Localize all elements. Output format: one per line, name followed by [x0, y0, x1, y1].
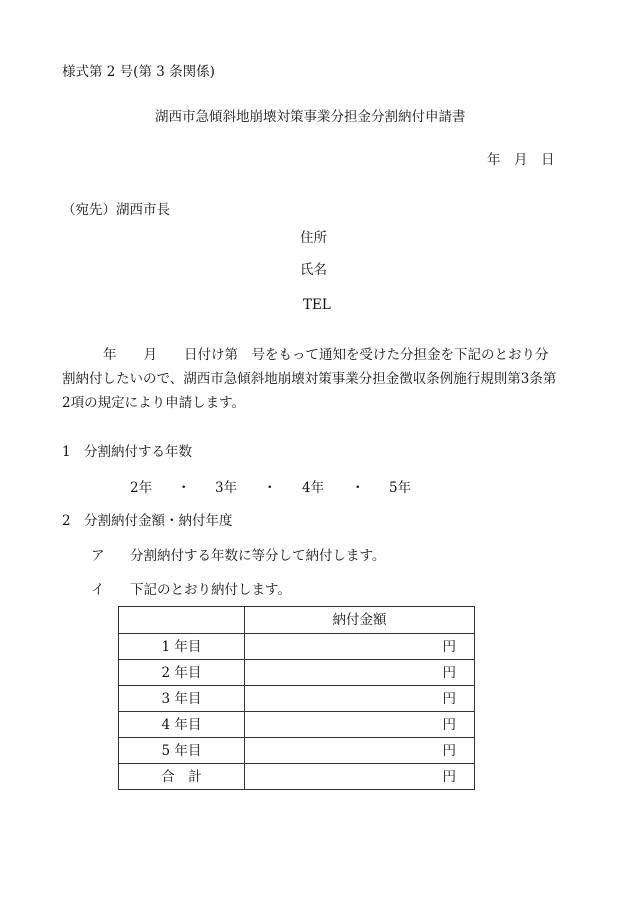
table-header-cell: 納付金額 — [245, 607, 475, 634]
option-3-years: 3年 — [215, 480, 238, 496]
row-label: 5 年目 — [119, 738, 245, 764]
total-amount-cell: 円 — [245, 764, 475, 790]
section-heading: 分割納付金額・納付年度 — [84, 513, 233, 529]
amount-cell: 円 — [245, 634, 475, 660]
section-heading: 分割納付する年数 — [84, 444, 192, 460]
item-text: 分割納付する年数に等分して納付します。 — [130, 548, 386, 564]
amount-cell: 円 — [245, 712, 475, 738]
option-4-years: 4年 — [302, 480, 325, 496]
option-separator: ・ — [177, 480, 191, 496]
document-title: 湖西市急傾斜地崩壊対策事業分担金分割納付申請書 — [155, 109, 466, 125]
table-row — [119, 660, 475, 686]
option-separator: ・ — [263, 480, 277, 496]
name-label: 氏名 — [300, 262, 327, 278]
option-separator: ・ — [351, 480, 365, 496]
option-2-years: 2年 — [130, 480, 153, 496]
item-marker: イ — [91, 582, 105, 598]
table-row — [119, 738, 475, 764]
table-row — [119, 634, 475, 660]
row-label: 2 年目 — [119, 660, 245, 686]
item-text: 下記のとおり納付します。 — [130, 582, 291, 598]
row-label: 3 年目 — [119, 686, 245, 712]
table-header-row — [119, 607, 475, 634]
tel-label: TEL — [303, 297, 331, 313]
table-row — [119, 712, 475, 738]
amount-cell: 円 — [245, 738, 475, 764]
option-5-years: 5年 — [389, 480, 412, 496]
row-label: 1 年目 — [119, 634, 245, 660]
form-number: 様式第 2 号(第 3 条関係) — [62, 64, 215, 80]
section-number: 1 — [62, 444, 71, 460]
section-number: 2 — [62, 513, 71, 529]
row-label: 4 年目 — [119, 712, 245, 738]
date-month-label: 月 — [514, 152, 528, 168]
total-label: 合 計 — [119, 764, 245, 790]
item-marker: ア — [91, 548, 105, 564]
amount-cell: 円 — [245, 660, 475, 686]
body-line: 年 月 日付け第 号をもって通知を受けた分担金を下記のとおり分 — [103, 347, 549, 363]
body-line: 割納付したいので、湖西市急傾斜地崩壊対策事業分担金徴収条例施行規則第3条第 — [62, 371, 557, 387]
table-total-row — [119, 764, 475, 790]
table-row — [119, 686, 475, 712]
addressee: （宛先）湖西市長 — [62, 202, 170, 218]
date-day-label: 日 — [541, 152, 555, 168]
address-label: 住所 — [300, 230, 327, 246]
body-line: 2項の規定により申請します。 — [62, 395, 246, 411]
table-header-cell — [119, 607, 245, 634]
amount-cell: 円 — [245, 686, 475, 712]
date-year-label: 年 — [487, 152, 501, 168]
installment-amount-table — [118, 606, 475, 790]
